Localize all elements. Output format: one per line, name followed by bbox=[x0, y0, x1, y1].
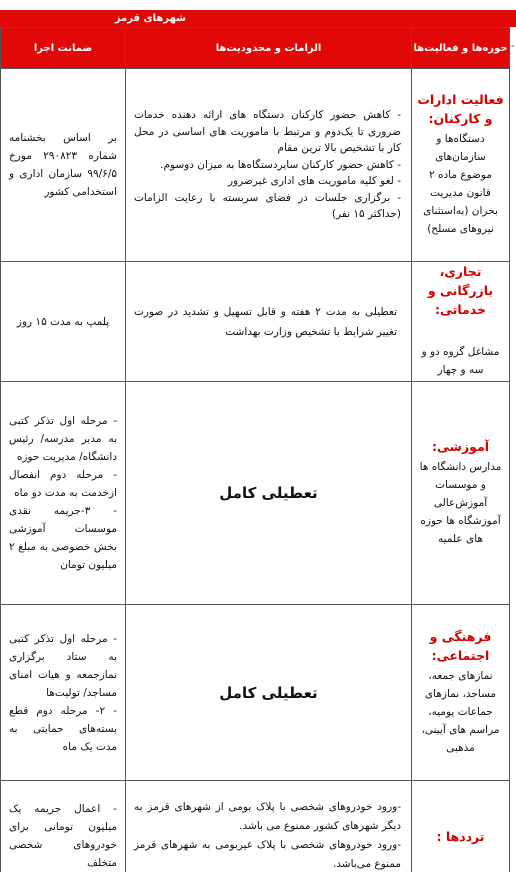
header-area: حوزه‌ها و فعالیت‌ها bbox=[412, 28, 510, 69]
guarantee-cell bbox=[1, 262, 126, 382]
right-edge-strip bbox=[509, 27, 516, 872]
rules-text: تعطیلی کامل bbox=[219, 683, 318, 702]
rules-cell bbox=[126, 605, 412, 781]
rules-table bbox=[0, 27, 510, 872]
header-row bbox=[1, 28, 510, 69]
guarantee-text: بر اساس بخشنامه شماره ۲۹۰۸۲۳ مورخ ۹۹/۶/۵ سازمان اداری و استخدامی کشور bbox=[9, 132, 117, 198]
table-title: شهرهای قرمز bbox=[114, 13, 186, 24]
table-row bbox=[1, 262, 510, 382]
top-margin bbox=[0, 0, 516, 10]
area-title: فعالیت ادارات و کارکنان: bbox=[417, 92, 504, 126]
area-cell bbox=[412, 262, 510, 382]
area-cell bbox=[412, 382, 510, 605]
guarantee-item: - ۲- مرحله دوم قطع بسته‌های حمایتی به مدت یک ماه bbox=[9, 704, 117, 753]
rules-text bbox=[126, 794, 411, 872]
rules-cell bbox=[126, 69, 412, 262]
rule-item: - لغو کلیه ماموریت های اداری غیرضرور bbox=[227, 175, 401, 188]
area-title: ترددها : bbox=[436, 828, 485, 844]
area-cell bbox=[412, 605, 510, 781]
rules-cell bbox=[126, 781, 412, 872]
rule-item: - برگزاری جلسات در فضای سربسته با رعایت الزامات (حداکثر ۱۵ نفر) bbox=[134, 191, 401, 221]
area-description: مشاغل گروه دو و سه و چهار bbox=[421, 346, 500, 376]
title-bar bbox=[0, 10, 516, 27]
guarantee-item: - مرحله دوم انفصال ازخدمت به مدت دو ماه bbox=[9, 469, 117, 499]
table-row bbox=[1, 69, 510, 262]
rules-text bbox=[126, 103, 411, 227]
rule-item: تعطیلی به مدت ۲ هفته و قابل تسهیل و تشدید در صورت تغییر شرایط با تشخیص وزارت بهداشت bbox=[134, 305, 398, 338]
rule-item: - کاهش حضور کارکنان دستگاه های ارائه دهنده خدمات ضروری تا یک‌دوم و مرتبط با ماموریت های اساسی در محل کار با تشخیص بالا ترین مقام bbox=[134, 109, 401, 155]
rules-cell bbox=[126, 382, 412, 605]
guarantee-item: - مرحله اول تذکر کتبی به ستاد برگزاری نمازجمعه و هیات امنای مساجد/ تولیت‌ها bbox=[9, 632, 117, 699]
area-cell bbox=[412, 781, 510, 872]
area-title: فرهنگی و اجتماعی: bbox=[429, 628, 492, 663]
edge-mark: - bbox=[511, 41, 515, 52]
header-guarantee: ضمانت اجرا bbox=[1, 28, 126, 69]
guarantee-text: - اعمال جریمه یک میلیون تومانی برای خودروهای شخصی متخلف bbox=[9, 803, 117, 869]
table-row bbox=[1, 781, 510, 872]
rules-cell bbox=[126, 262, 412, 382]
guarantee-text: پلمپ به مدت ۱۵ روز bbox=[16, 315, 110, 328]
area-description: دستگاه‌ها و سازمان‌های موضوع ماده ۲ قانون مدیریت بحران (به‌استثنای نیروهای مسلح) bbox=[423, 133, 498, 235]
rule-item: -ورود خودروهای شخصی با پلاک بومی از شهرهای قرمز به دیگر شهرهای کشور ممنوع می باشد. bbox=[134, 801, 401, 832]
guarantee-item: - مرحله اول تذکر کتبی به مدیر مدرسه/ رئیس دانشگاه/ مدیریت حوزه bbox=[9, 415, 117, 463]
guarantee-cell bbox=[1, 382, 126, 605]
area-cell bbox=[412, 69, 510, 262]
area-title: آموزشی: bbox=[432, 438, 489, 454]
guarantee-text bbox=[1, 410, 125, 576]
guarantee-text bbox=[1, 628, 125, 758]
guarantee-cell bbox=[1, 781, 126, 872]
header-rules: الزامات و محدودیت‌ها bbox=[126, 28, 412, 69]
rules-text bbox=[126, 298, 411, 346]
area-description: نمازهای جمعه، مساجد، نمازهای جماعات یومیه، مراسم های آیینی، مذهبی bbox=[421, 669, 500, 754]
rules-text: تعطیلی کامل bbox=[219, 484, 318, 502]
guarantee-item: - ۳-جریمه نقدی موسسات آموزشی بخش خصوصی به مبلغ ۲ میلیون تومان bbox=[9, 505, 117, 571]
table-row bbox=[1, 605, 510, 781]
area-description: مدارس دانشگاه ها و موسسات آموزش‌عالی آموزشگاه ها حوزه های علمیه bbox=[419, 460, 502, 545]
area-title: تجاری، بازرگانی و خدماتی: bbox=[427, 264, 494, 317]
rule-item: -ورود خودروهای شخصی با پلاک غیربومی به شهرهای قرمز ممنوع می‌باشد. bbox=[134, 839, 401, 870]
table-row bbox=[1, 382, 510, 605]
guarantee-cell bbox=[1, 69, 126, 262]
guarantee-cell bbox=[1, 605, 126, 781]
rule-item: - کاهش حضور کارکنان سایردستگاه‌ها به میزان دوسوم. bbox=[160, 158, 401, 171]
